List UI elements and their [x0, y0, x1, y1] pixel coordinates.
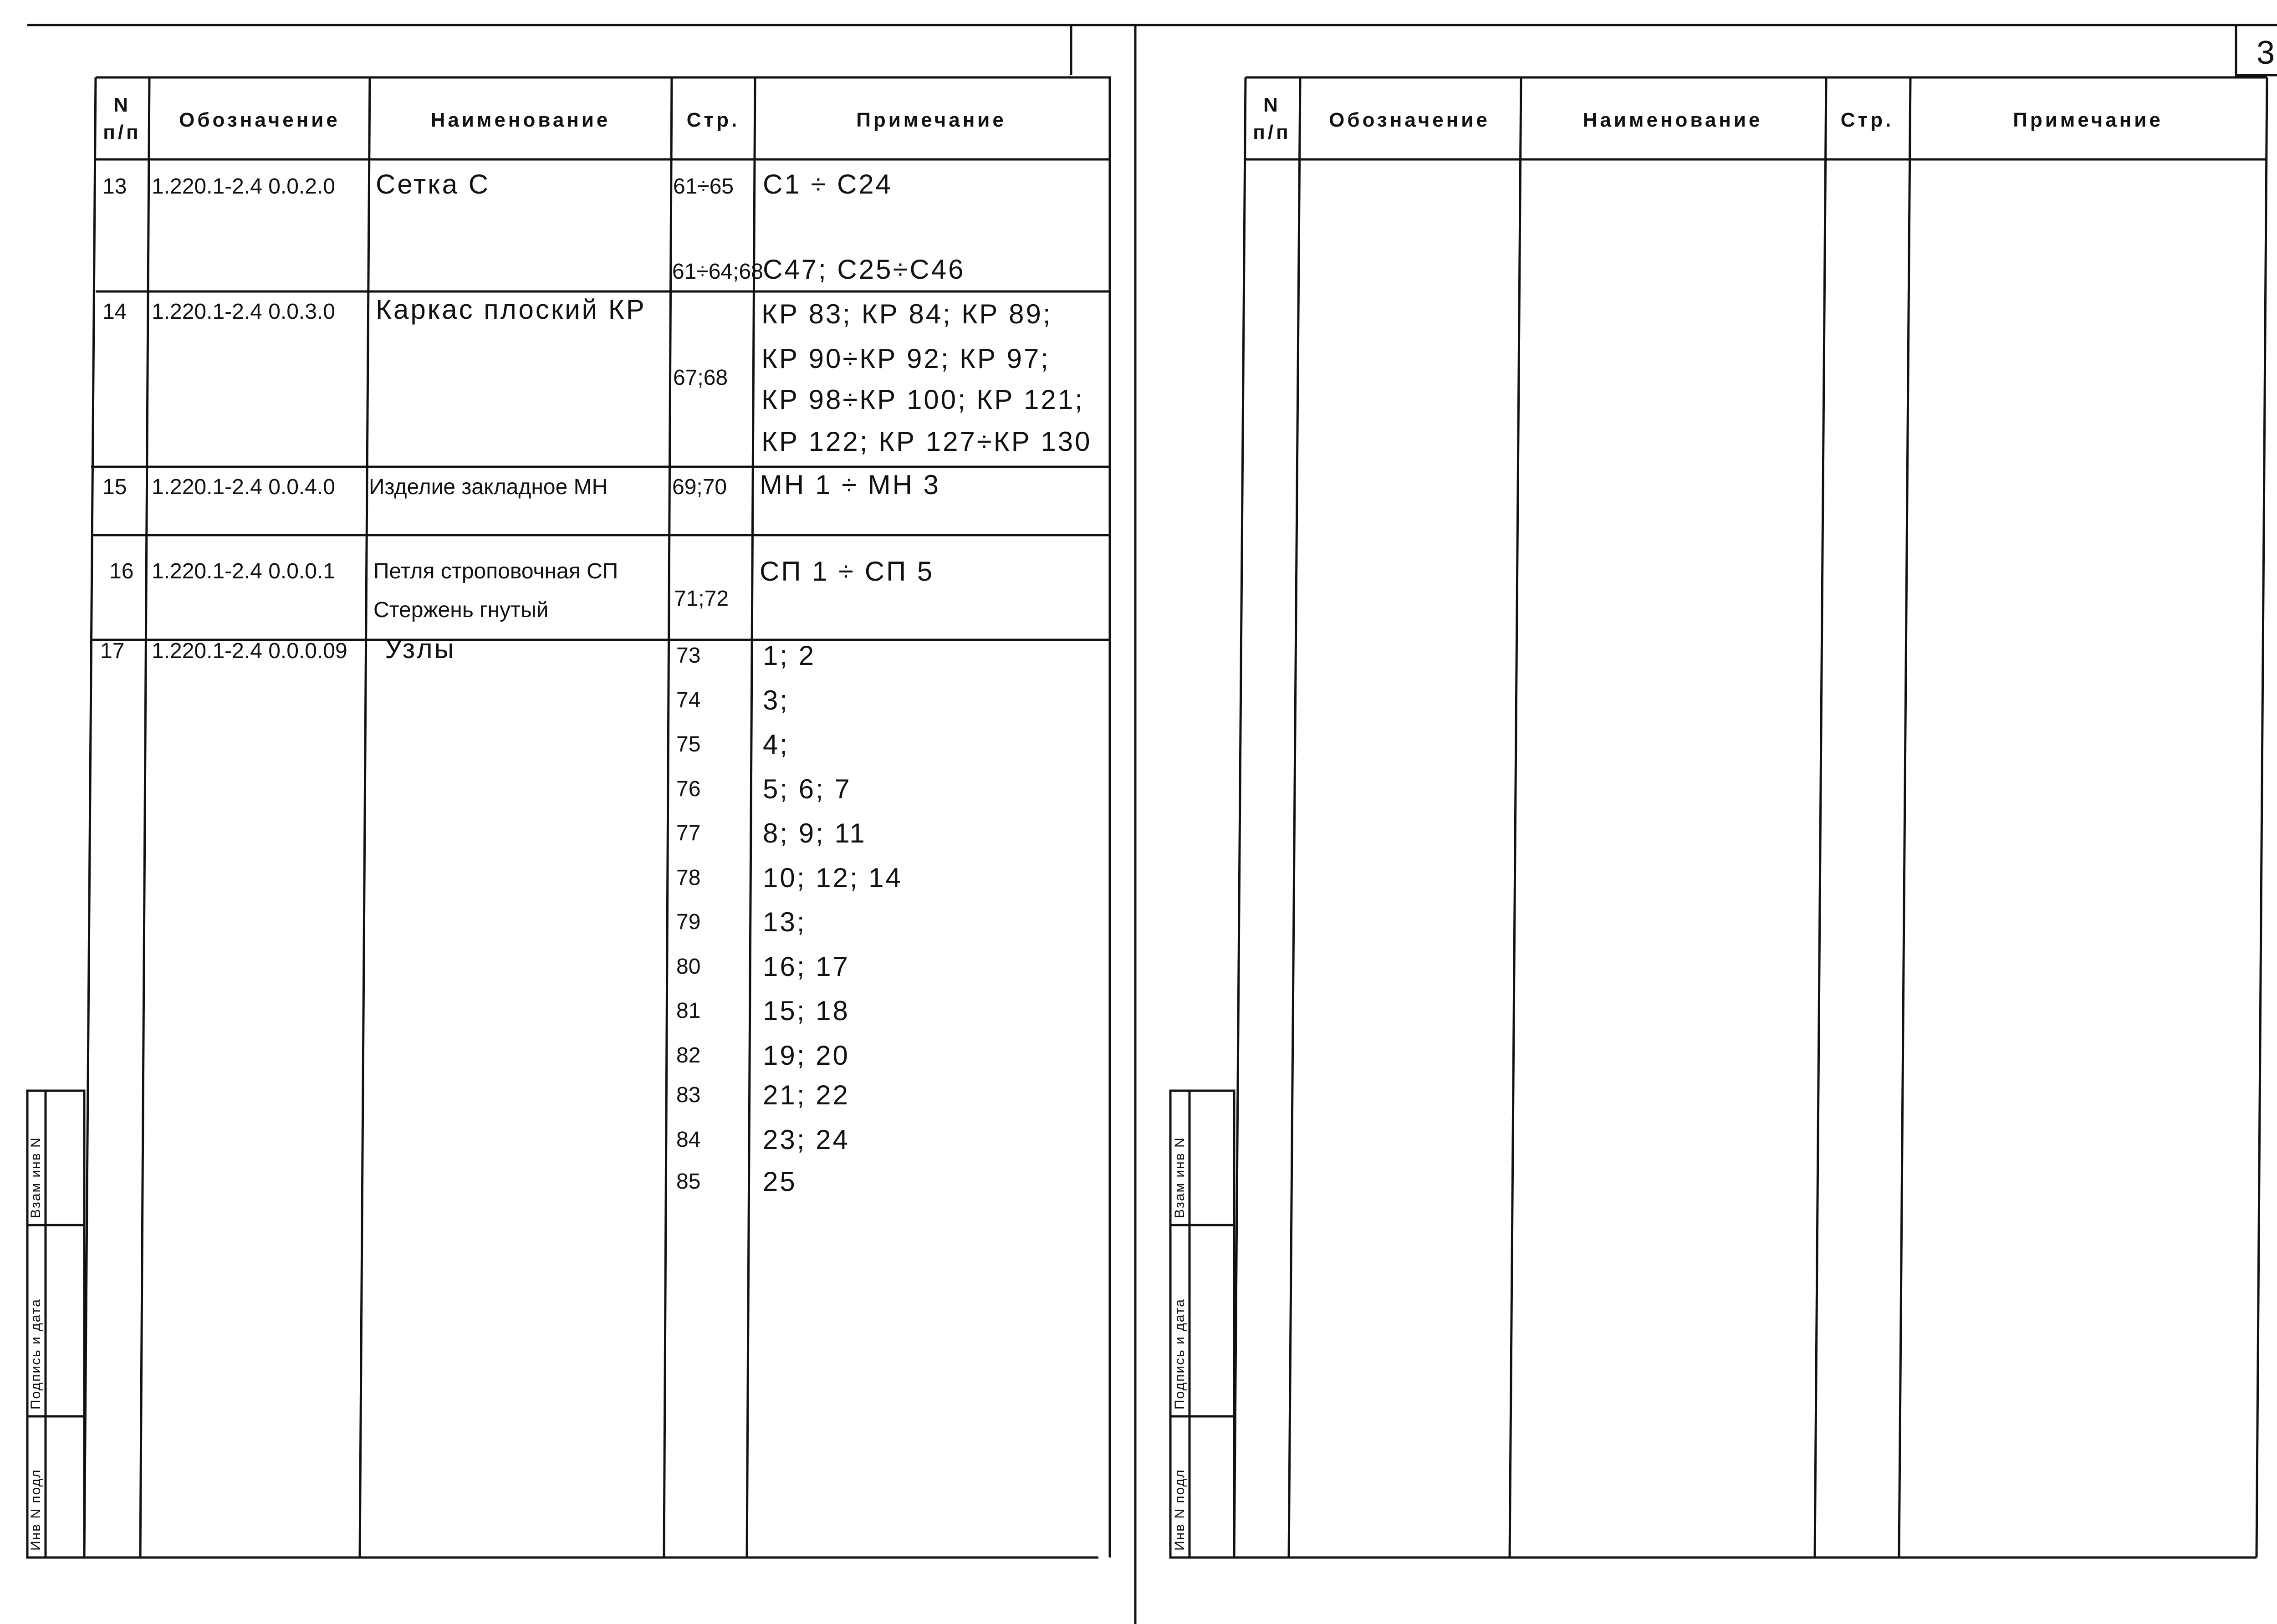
table-row: [100, 633, 903, 1197]
row-page: 67;68: [673, 366, 728, 390]
col-line-note: [747, 77, 755, 1558]
table-row: [102, 294, 1092, 457]
row-designation: 1.220.1-2.4 0.0.0.1: [152, 559, 335, 583]
row-note: 5; 6; 7: [763, 774, 852, 804]
row-note: С1 ÷ С24: [763, 169, 893, 199]
row-number: 13: [102, 174, 127, 199]
col-line-note: [1899, 77, 1910, 1558]
row-note: С47; С25÷С46: [763, 254, 965, 285]
row-note: КР 122; КР 127÷КР 130: [761, 426, 1092, 457]
row-page: 75: [676, 732, 701, 756]
header-page: Стр.: [686, 109, 740, 131]
node-note-list: [763, 640, 903, 1197]
row-designation: 1.220.1-2.4 0.0.4.0: [152, 475, 335, 499]
header-name: Наименование: [1583, 109, 1763, 131]
row-page: 81: [676, 999, 701, 1023]
col-line-name: [360, 77, 370, 1558]
stamp-replaces-label: Взам инв N: [28, 1137, 43, 1218]
col-line-page: [1815, 77, 1826, 1558]
row-note: КР 83; КР 84; КР 89;: [761, 299, 1052, 329]
header-note: Примечание: [2013, 109, 2163, 131]
row-note: 8; 9; 11: [763, 818, 867, 848]
row-name: Стержень гнутый: [373, 598, 549, 622]
row-page: 85: [676, 1169, 701, 1194]
page-number: 3: [2256, 35, 2275, 71]
stamp-signature-label: Подпись и дата: [28, 1298, 43, 1410]
row-page: 79: [676, 910, 701, 934]
row-name: Узлы: [385, 633, 456, 664]
row-note: 10; 12; 14: [763, 863, 903, 893]
row-note: КР 98÷КР 100; КР 121;: [761, 384, 1084, 415]
right-table-right-line: [2257, 77, 2267, 1558]
row-number: 14: [102, 300, 127, 324]
header-name: Наименование: [430, 109, 611, 131]
header-designation: Обозначение: [179, 109, 340, 131]
node-page-list: [676, 643, 700, 1194]
header-designation: Обозначение: [1329, 109, 1490, 131]
row-number: 17: [100, 639, 125, 663]
col-line-page: [664, 77, 672, 1558]
row-note: СП 1 ÷ СП 5: [760, 556, 934, 587]
row-page: 71;72: [674, 587, 729, 611]
stamp-replaces-label: Взам инв N: [1172, 1137, 1187, 1218]
row-note: 25: [763, 1166, 797, 1197]
stamp-inventory-label: Инв N подл: [1172, 1469, 1187, 1551]
row-page: 82: [676, 1043, 701, 1067]
row-name: Изделие закладное МН: [369, 475, 608, 499]
row-note: 1; 2: [763, 640, 816, 671]
left-table-header: [103, 94, 1006, 143]
table-row: [109, 556, 934, 622]
row-designation: 1.220.1-2.4 0.0.2.0: [152, 174, 335, 199]
row-name: Сетка С: [376, 169, 490, 199]
row-note: 21; 22: [763, 1080, 850, 1110]
header-page: Стр.: [1840, 109, 1894, 131]
row-note: 19; 20: [763, 1040, 850, 1071]
header-note: Примечание: [856, 109, 1006, 131]
col-line-num: [84, 77, 96, 1558]
col-line-designation: [1289, 77, 1300, 1558]
stamp-inventory-label: Инв N подл: [28, 1469, 43, 1551]
row-number: 15: [102, 475, 127, 499]
row-note: 15; 18: [763, 996, 850, 1026]
row-note: 13;: [763, 907, 807, 937]
col-line-num: [1234, 77, 1246, 1558]
row-page: 69;70: [672, 475, 727, 499]
header-num-symbol: N: [1263, 94, 1281, 116]
row-page: 80: [676, 955, 701, 979]
table-row: [102, 169, 965, 285]
row-name: Петля строповочная СП: [373, 559, 618, 583]
row-page: 77: [676, 821, 701, 845]
row-note: 16; 17: [763, 951, 850, 982]
row-note: 4;: [763, 729, 790, 760]
row-note: 3;: [763, 685, 790, 715]
row-note: 23; 24: [763, 1124, 850, 1155]
col-line-designation: [140, 77, 149, 1558]
col-line-name: [1510, 77, 1521, 1558]
row-page: 74: [676, 688, 701, 712]
stamp-signature-label: Подпись и дата: [1172, 1298, 1187, 1410]
header-num-label: п/п: [103, 121, 141, 143]
right-table: [1234, 77, 2267, 1558]
row-page: 61÷65: [673, 174, 734, 199]
row-page: 84: [676, 1128, 701, 1152]
row-note: КР 90÷КР 92; КР 97;: [761, 343, 1051, 374]
row-designation: 1.220.1-2.4 0.0.0.09: [152, 639, 347, 663]
row-designation: 1.220.1-2.4 0.0.3.0: [152, 300, 335, 324]
row-note: МН 1 ÷ МН 3: [760, 470, 940, 500]
row-page: 76: [676, 777, 701, 801]
row-number: 16: [109, 559, 134, 583]
table-row: [102, 470, 940, 500]
header-num-symbol: N: [113, 94, 131, 116]
right-table-header: [1253, 94, 2163, 143]
row-page: 83: [676, 1083, 701, 1107]
row-name: Каркас плоский КР: [376, 294, 646, 325]
row-page: 73: [676, 643, 701, 668]
header-num-label: п/п: [1253, 121, 1291, 143]
row-page: 78: [676, 866, 701, 890]
row-page: 61÷64;68: [672, 260, 763, 284]
